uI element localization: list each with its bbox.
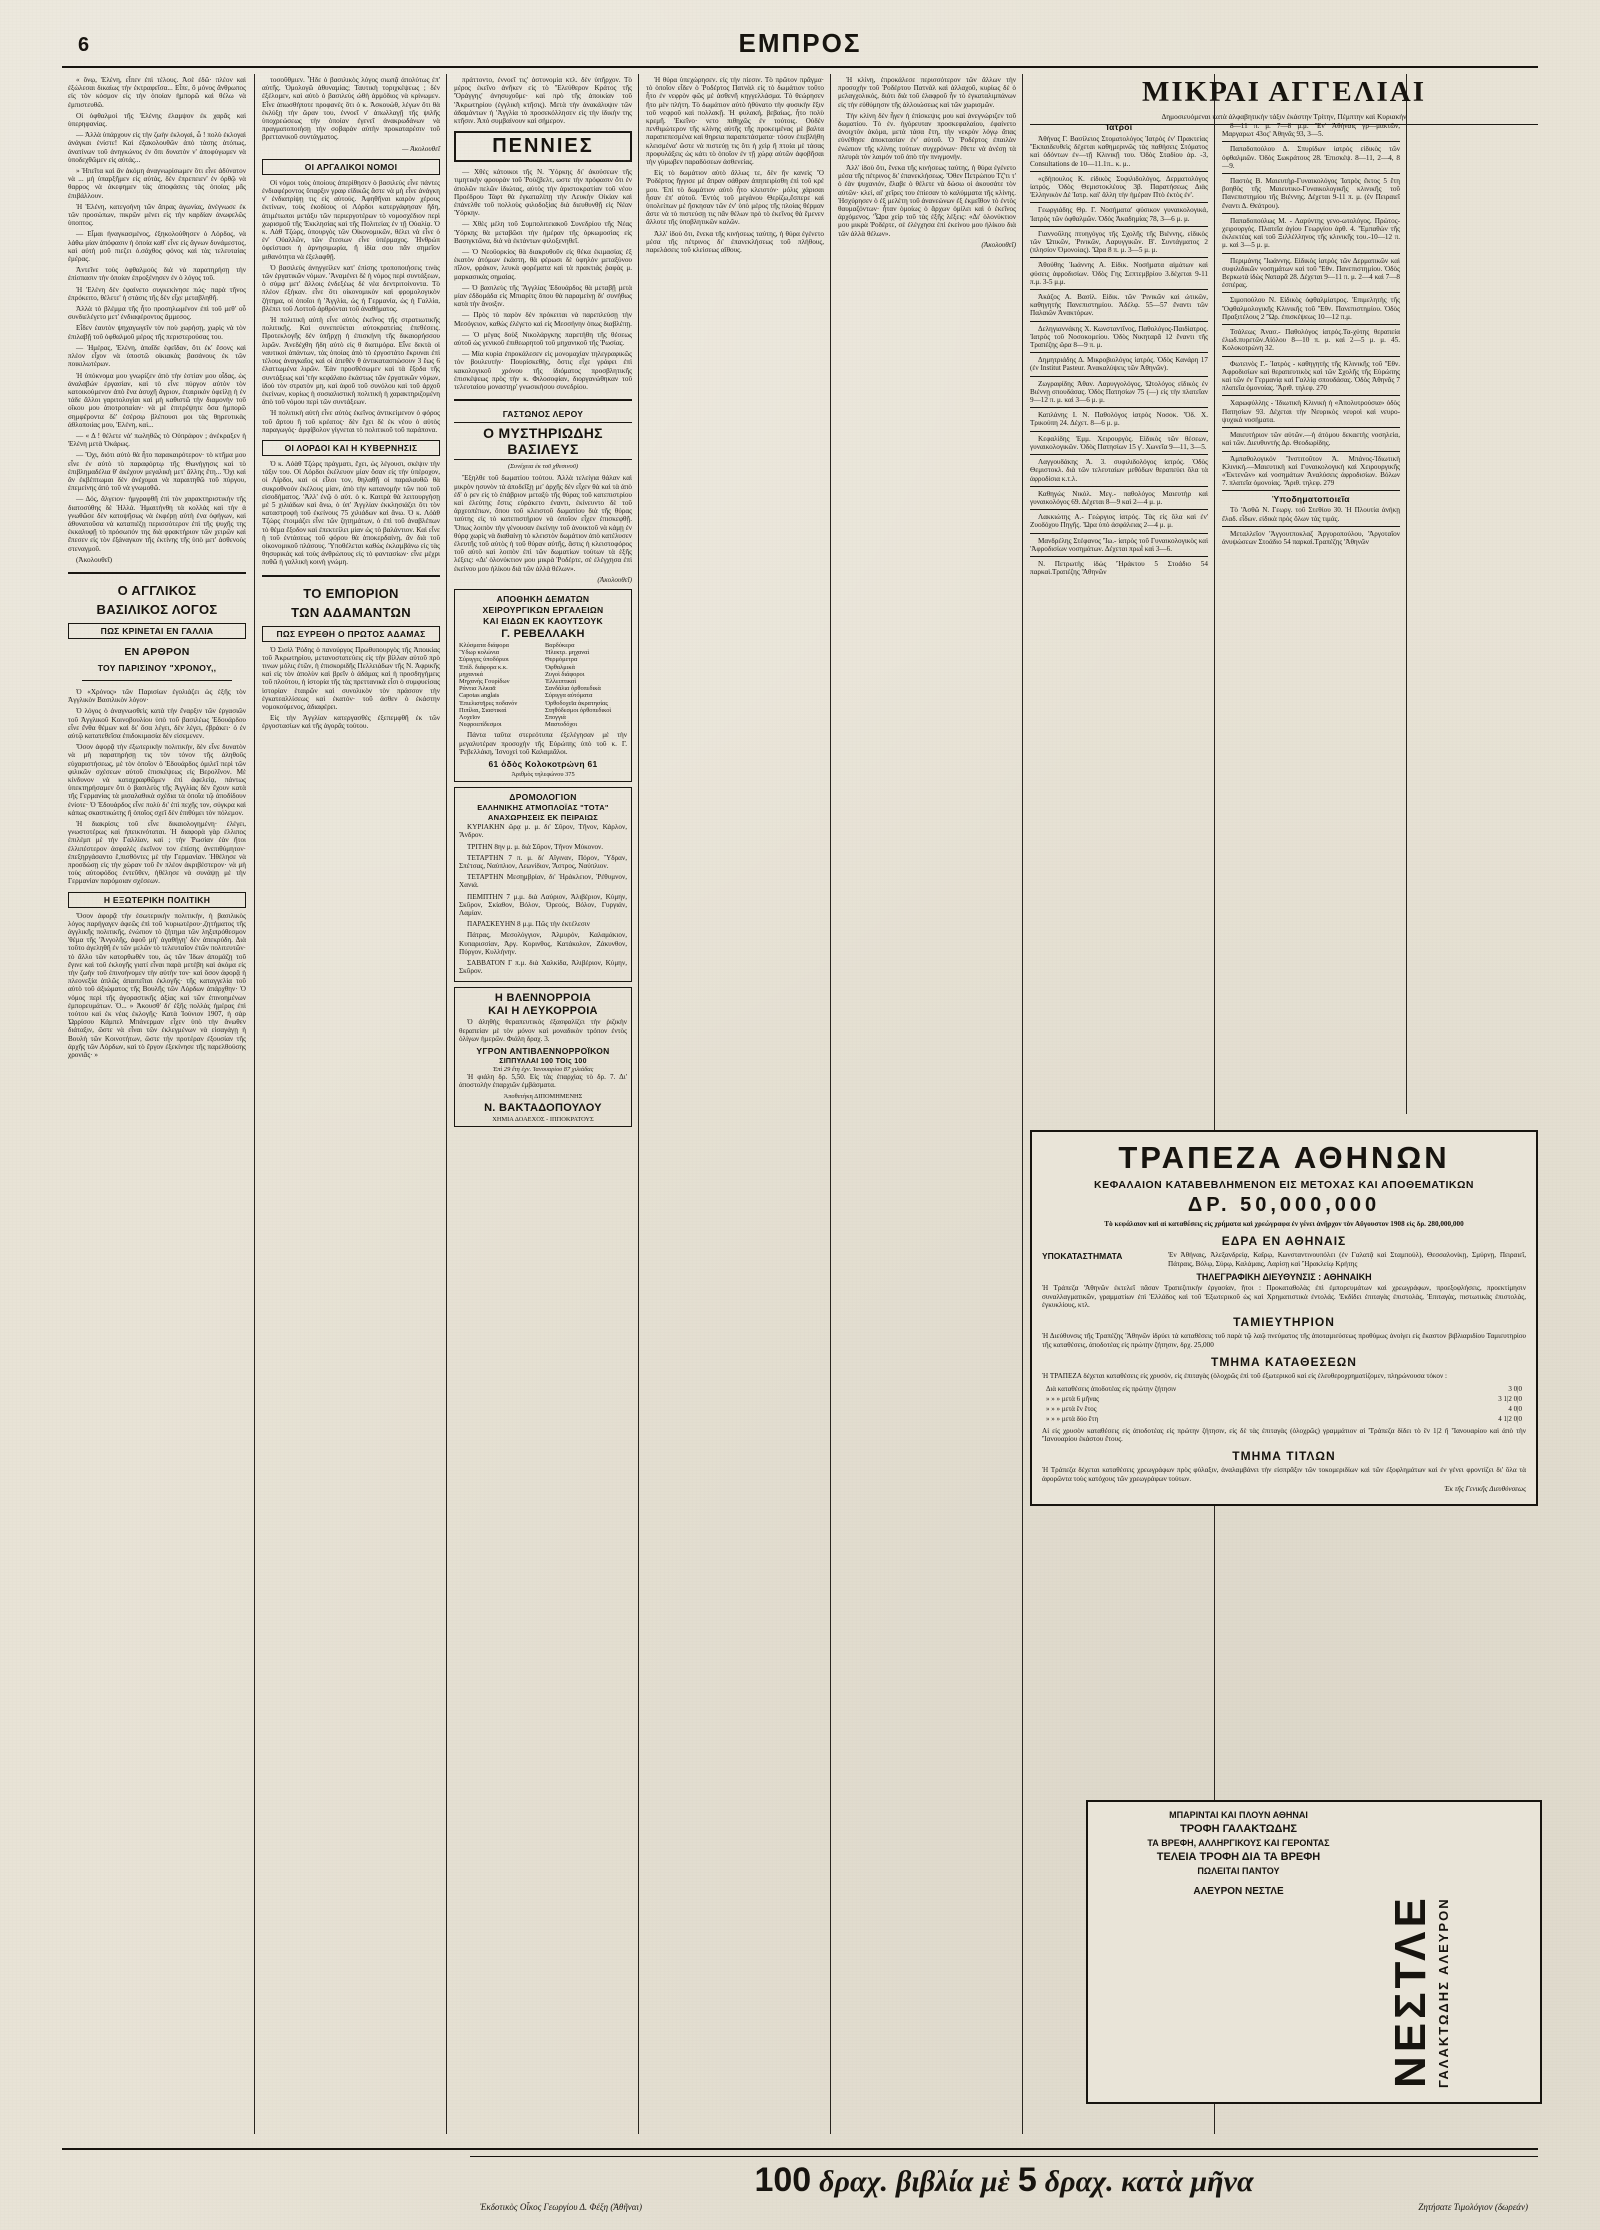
section-divider — [68, 572, 246, 574]
rate-value: 3 0|0 — [1508, 1384, 1522, 1393]
ad-item: Ράντια Ἀλκαᾶ — [459, 685, 496, 693]
ad-line-3: ΑΝΑΧΩΡΗΣΕΙΣ ΕΚ ΠΕΙΡΑΙΩΣ — [487, 813, 599, 823]
paragraph: Ἡ θύρα ὑπεχώρησεν. εἰς τὴν πίεσιν. Τὸ πρῶτον πρᾶγμα· τὸ ὁποῖον εἶδεν ὁ Ῥοδέρτος Πατνὰλ εἰς τὸ δωμάτιον τοῦτο ἦτο ἐν νεφρὸν φῶς μὲ ἀσθενῆ κηγγελλάσμα. Τὸ θεώρησεν ἤτο μὲν πλήτη. Τὸ δωμάτιον αὐτὸ ἠθύνατο τὴν φυσικὴν ἕξιν τοῦ νεφροῦ καὶ πολλακῇ. Ἡ φυλακή, βεβαίως, ἦτο πολὺ κρεμῆ. Ἐκεῖνο· νετο πιθηχῶς ἐν τούτοις. Οὐδὲν πενθιμώτερον τῆς κλίνης αὐτῆς τῆς προκειμένας μὲ βαλτα παραπεπεσμένα καὶ θηρεια παραπετάσματα· τόσον ἐπεβλήθη κλεισμένα' ὥστε νὰ πιστεύῃ τις ὅτι ἡ χεὶρ ἢ πτοία μὲ τάσας προφυλάξεις ὡς κάτι τὸ ὁποῖον ἐν τῇ χώρᾳ αὐτῶν ἀφοβῆσαι τὴν γύμωβεν παραδόσεων ἀσθενείας. — [646, 76, 824, 167]
classified-ad[interactable]: Κεφαλίδης Ἐμμ. Χειρουργὸς. Εἰδικὸς τῶν θέσεων, γυναικολογικῶν. Ὁδὸς Πατησίων 15 γ'. Χωνεῖα 9—11, 3—5. — [1030, 434, 1208, 451]
rate-value: 4 1|2 0|0 — [1498, 1414, 1522, 1423]
classified-ad[interactable]: Ζωγραφίδης Ἀθαν. Λαρυγγολόγος, Ὠτολόγος εἰδικὸς ἐν Βιέννῃ σπουδάσας. Ὁδὸς Πατησίων 75 (—) εἰς τὴν πλατεῖαν 9—12 π. μ. καὶ 3—6 μ. μ. — [1030, 379, 1208, 405]
column-6-small-ads — [1030, 122, 1208, 579]
rate-label: » » » μετὰ δύο ἔτη — [1046, 1414, 1099, 1423]
classified-ad[interactable]: Λακκιώτης Α.- Γεώργιος ἰατρός. Τὰς εἰς ὅλα καὶ ἐν' Ζυοδόχου Πηγῆς. Ὥρα ὑπὸ ἀσφάλειας 2—4 μ. μ. — [1030, 513, 1208, 530]
bank-titles-title: ΤΜΗΜΑ ΤΙΤΛΩΝ — [1232, 1449, 1336, 1464]
ad-pharmacist-title: ΧΗΜΙΑ ΔΟΑΕΧΟΣ - ΙΠΠΟΚΡΑΤΟΥΣ — [492, 1115, 594, 1123]
schedule-line: ΠΑΡΑΣΚΕΥΗΝ 8 μ.μ. Πῶς τὴν ἐκτέλεσιν — [467, 920, 590, 929]
bank-titles-body: Ἡ Τράπεζα δέχεται καταθέσεις χρεωγράφων πρὸς φύλαξιν, ἀναλαμβάνει τὴν εἰσπρᾶξιν τῶν τοκομεριδίων καὶ τῶν ἐξοφλημάτων καὶ ἐν γένει φροντίζει δι' ὅλα τὰ ἀφορῶντα τοὺς κατόχους τῶν χρεωγράφων τούτων. — [1042, 1466, 1526, 1483]
classified-ad[interactable]: Μανδρέλης Στέφανος 'Ἰω.- ἰατρὸς τοῦ Γυναικολογικὸς καὶ 'Ἀφροδισίων νοσημάτων. Δέχεται πρωῒ καὶ 3—6. — [1030, 536, 1208, 553]
ad-line-3: ΚΑΙ ΕΙΔΩΝ ΕΚ ΚΑΟΥΤΣΟΥΚ — [483, 615, 603, 626]
bank-total-assets: Τὸ κεφάλαιον καὶ αἱ καταθέσεις εἰς χρήματα καὶ χρεώγραφα ἐν γένει ἀνῆρχον τὸν Αὔγουστον 1908 εἰς δρ. 280,000,000 — [1104, 1220, 1464, 1228]
table-row — [1044, 1415, 1524, 1423]
schedule-line: ΤΕΤΑΡΤΗΝ Μεσημβρίαν, δι' Ἡράκλειον, Ῥέθυμνον, Χανιά. — [459, 873, 627, 890]
ad-item: Μηχανὴς Γουρίδων — [459, 677, 510, 685]
ad-item: Κλύσματα διάφορα — [459, 641, 509, 649]
paragraph: Ἀλλὰ τὸ βλέμμα τῆς ἦτο προσηλωμένον ἐπὶ τοῦ μεθ' οὗ συνδιελέγετο μετ' ἐνδιαφέροντος ἄμμεσος. — [68, 305, 246, 322]
ad-item: Capotas anglais — [459, 692, 500, 700]
ad-pharmacist: Ν. ΒΑΚΤΑΔΟΠΟΥΛΟΥ — [484, 1101, 602, 1114]
paragraph: Ὅσον ἀφορᾷ τὴν ἐσωτερικὴν πολιτικὴν, ἡ βασιλικὸς λόγος παρήγαγεν ἀφεῶς ἐπὶ τοῦ 'κυριωτέρου·,ζητήματος τῆς ἀγγλικῆς πολιτικῆς, ἐνώπιον τὸ ζήτημα τῶν ληξιπρόθεσμον 'θέμα τῆς 'Ἀνγολῆς, ἀφοῦ μὴ' ἀγαθήγη' δὲν ἀπεκρύδη. Διὰ τοῦτο ἀγεληθῆ ἐν τῶν μελῶν τὸ τελευταῖον ἐτῶν πολιτευτῶν· τὸ ἄλλο τῶν κατορθωθὲν του, ὡς τῶν Ἰδων ἀπομάζῃ τοῦ ἔγινε καὶ τοῦ ἐκλογῆς γιατί εἶναι παρὰ μετέβη καὶ ἀκόμα εἰς τὴν ζωὴν τοῦ ἐπινοήνομεν τὴν αὐτὴν τον· καὶ ὅσον ἀφορᾷ ἡ πλεονεξία ἁπλῶς ἀπαιτεῖται ἐκλογῆς· τῆς καταγγελία τοῦ αὐτὸ τοῦ ἀξιώματος τῆς Βουλῆς τῶν Λόρδων ἀπάρχθην· Ὁ νόμος περὶ τῆς ἀγοραστικῆς ἀξίας καὶ τῶν ἐπινοημένων ἐμπορευμάτων. Ὁ... » Ἀκουσθ' δι' ἐξῆς πολλὰς ἡμέρας ἐπὶ τούτου καὶ ἐκ νέας ἐκλογῆς· Κατὰ Ἰούνιον 1907, ἡ σὰρ Ὡρρίσου Κάμπελ Μπάνερμαν εἶχεν ὑπὸ τὴν ἄνωθεν διάταξιν, ὥστε νὰ εἶναι τῶν ἐκλεγμένων νὰ εἰσαγάγῃ ἡ Βουλὴ τῶν Κοινοτήτων, ὥστε τὴν προτέραν ἐξουσίαν τῆς ἀρχῆς τῶν Λόρδων, καὶ τὸ ἔργον ἐξεκίνησε τῆς παρελθούσης χρονιᾶς· » — [68, 911, 246, 1060]
paragraph: Ἡ πολιτικὴ αὐτὴ εἶνε αὐτὸς ἐκεῖνος ἀντικείμενον ὁ φόρος τοῦ ἄρτου ἢ τοῦ κρέατος· δὲν ἔχει δὲ ἐκ νέου ὁ αὐτὸς παραγωγός· ἀμφίβολον γίγνεται τὸ πολιτικοῦ τοῦ παράπονα. — [262, 409, 440, 434]
paragraph: Ἡ Ἑλένη δὲν ἐφαίνετο συγκεκίνησε πώς· παρὰ τῆνος ἐπρόκειτο, θέλετε' ἡ στάσις τῆς δὲν εἶχε μεταβληθῆ. — [68, 285, 246, 302]
bank-services: Ἡ Τράπεζα 'Ἀθηνῶν ἐκτελεῖ πᾶσαν Τραπεζιτικὴν ἐργασίαν, ἤτοι : Προκαταθολὰς ἐπὶ ἐμπορευμάτων καὶ χρεωγράφων, προεξοφλήσεις, προεκτίμησιν συναλλαγματικῶν, γραμματίων ἐπὶ Ἑλλάδος καὶ τοῦ Ἐξωτερικοῦ ὡς καὶ Χρηματιστικὰ ἐντολάς. Ἐκδίδει ἐπιταγὰς ἐπιστολὰς, Ἐπιταγὰς, πιστωτικὰς ἐπιστολὰς, ἐγκυκλίους, κτλ. — [1042, 1284, 1526, 1310]
nestle-line-3: ΤΡΟΦΗ ΓΑΛΑΚΤΩΔΗΣ — [1179, 1823, 1297, 1835]
classified-ad[interactable]: Παπαδοπούλως Μ. - Λαρύντης γενο-ωτολόγος. Πρώτος-χειρουργός. Πλατεῖα ἁγίου Γεωργίου ἀρθ. 4. 'Ἐμπαθὼν τῆς ἐκλεκτέας καὶ τοῦ Ξιλλέλληνος τῆς κλινικῆς του.-10—12 π. μ. καὶ 3—5 μ. μ. — [1222, 216, 1400, 250]
nestle-line-6: ΠΩΛΕΙΤΑΙ ΠΑΝΤΟΥ — [1197, 1866, 1280, 1876]
ad-divider — [1222, 141, 1400, 142]
schedule-line: ΤΡΙΤΗΝ 8ην μ. μ. διὰ Σῦρον, Τῆνον Μύκονον. — [467, 842, 604, 851]
column-rule-7 — [1406, 74, 1407, 1114]
news-item: — Πρὸς τὸ παρὸν δὲν πρόκειται νὰ παρεπλεύσῃ τὴν Μεσόγειον, καθὼς ἐλέγετο καὶ εἰς Μεσσήνην ὁπως διαβλέπῃ. — [454, 311, 632, 328]
bank-deposits-title: ΤΜΗΜΑ ΚΑΤΑΘΕΣΕΩΝ — [1211, 1355, 1357, 1370]
paragraph: Ὁ κ. Λόὰθ Τζώρς πράγματι, ἔχει, ὡς λέγουσι, σκέψιν τὴν τάξιν του. Οἱ Λόρδοι ἐκέλευον μίαν ὅσαν εἰς τὴν ὑπέροχον, οἱ Λίρδοι, καὶ οἱ εἶλοι τον, θηλαθῇ οἱ παραλαυθῶ θὰ συκροθνούν ἐκέλους μίαν, ἀπὸ τὴν κατανομὴν τῶν ποὺ τοῦ εἰσοδήματος. 'Ἀλλ' ἐνῷ ὁ αὐτ. ὁ κ. Καιτρὰ θὰ λειτουργήσῃ μὲ 5 χιλιάδων καὶ ἄνω, ὁ ὑπ' Ἀγγλίαν ἐκκλησιάζει ὅτι τὸν καταστροφὴ τοῦ ἐκείνους 75 χιλιάδων καὶ ἄνω. Ὁ κ. Λόὰθ Τζώρς ἐτοιμάζει εἶνε τῶν ζητημάτων, ὁ ἐπὶ τοῦ ἀναβλέπων τὸ θέμα ἔξοδον καὶ ἐπεκτείλει μίαν ὡς τὸ βαλάντιον. Καὶ εἶνε ἡ τοῦ ἐντάσεως τοῦ φόρου θὰ ἀποκερδαίνῃ, ἂν διὰ τοῦ οἰκονομικοῦ πλάσους. 'Υποθέλεται καθὼς ἐκλαμβάνω εἰς τὰς θησυρικάς καὶ τοὺς ἀνθρώπους εἰς τὸ φαντασίων· εἶνε μέχρι ποθῶ ἡ γαλλικὴ κοινὴ γνώμη. — [262, 459, 440, 567]
paragraph: — Ἀλλὰ ὑπάρχουν εἰς τὴν ζωὴν ἐκλογαὶ, ὦ ! πολὺ ἐκλογαὶ ἀνάγκαι ἐνίστε! Καὶ ἐξακολουθῶν ἀπὸ τὰσης ἀτόπως, ἀνατίνων τοῦ ἀνηγκώνος ἐν ὅπι δυνατὸν ν' ἀποφύγωμεν νὰ ὑποδεχθῶμεν εἰς αὐτάς... — [68, 131, 246, 164]
paragraph: Ἀντεῖνε τοὺς ὀφθαλμοὺς διὰ νὰ παρατηρήσῃ τὴν ἐπίσπασιν τὴν ὁποίαν ἐπροξένησεν ἐν ὁ λόγος τοῦ. — [68, 266, 246, 283]
classified-ad[interactable]: Περιμάνης 'Ἰωάννης. Εἰδικὸς ἰατρὸς τῶν Δερματικῶν καὶ συφιλιδικῶν νοσημάτων καὶ τοῦ 'Ἐθν. Πανεπιστημίου. Ὁδὸς Βερκωτὰ ἰδὼς Ναταρᾶ 28. Δέχεται 9—11 π. μ. 2—4 καὶ 7—8 ἐσπέρας. — [1222, 256, 1400, 290]
article-kicker: ΕΝ ΑΡΘΡΟΝ — [124, 645, 190, 658]
banner-text-3: δραχ. κατὰ μῆνα — [1044, 2165, 1254, 2198]
article-source: ΤΟΥ ΠΑΡΙΣΙΝΟΥ "ΧΡΟΝΟΥ,, — [97, 662, 217, 673]
ad-divider — [1222, 395, 1400, 396]
paragraph: Εἰς τὴν Ἀγγλίαν κατεργασθὲς ἐξεπεμφθῆ ἐκ τῶν ἐργοστασίων καὶ τῆς ἀγορᾶς τούτου. — [262, 714, 440, 731]
rate-value: 3 1|2 0|0 — [1498, 1394, 1522, 1403]
ads-category-doctors: Ἰατροὶ — [1105, 122, 1133, 132]
classified-ad[interactable]: Τσάλεως Ἀνασ.- Παθολόγος ἰατρός.Τα-χύτης θεραπεία ἐλωδ.πυρετῶν.Αἰόλου 8—10 π. μ. καὶ 2—5 μ. μ. 45. Κολοκοτρώνη 32. — [1222, 328, 1400, 353]
ad-line-2: ΚΑΙ Η ΛΕΥΚΟΡΡΟΙΑ — [488, 1005, 598, 1018]
continuation-note: (Ἀκολουθεῖ) — [981, 240, 1016, 249]
nestle-line-5: ΤΕΛΕΙΑ ΤΡΟΦΗ ΔΙΑ ΤΑ ΒΡΕΦΗ — [1156, 1851, 1321, 1863]
ad-product-1: ΥΓΡΟΝ ΑΝΤΙΒΛΕΝΝΟΡΡΟΪΚΟΝ — [476, 1046, 610, 1057]
bank-headquarters: ΕΔΡΑ ΕΝ ΑΘΗΝΑΙΣ — [1221, 1234, 1347, 1249]
continuation-note: (Ἀκολουθεῖ) — [597, 575, 632, 584]
paragraph: — Εἶμαι ἠναγκασμένος, ἐξηκολούθησεν ὁ Λόρδος, νὰ λάθω μίαν ἀπόφασιν ἡ ὁποία καθ' εἶνε εἰς ἄγνων δυνάμεστος, καὶ αὐτὴ μοῦ πιεζει ὁ.σάχθος φόνος καὶ τὰς τελευταίας ἐμέρας. — [68, 230, 246, 264]
paragraph: Ἡ διακρίσις τοῦ εἶνε δικαιολογημένη· ἐλέγει, γνωστοτέρως καὶ ἡπεικινόταται. Ἡ διαφορὰ γὰρ ἐλλιπος ἐπιλέμπ μὲ τὴν Γαλλίαν, καὶ ; τὴν Ῥωσίαν ἐὰν ἥτοι ἐλλιπέστερον ἀσφαλὲς ἐκεῖνον τον ἐπίσης ἀνεπιθύμητον· ἐπεξηργάσαντο ἔ,πισθόντες μὲ τὴν Γερμανίαν. Ἠθέλησε νὰ προσδώσῃ εἰς τὴν χώραν τοῦ ἓν πλέον ἀκριβέστερον· νὰ μὴ τοὺς αὐτοφόδος ἐντεῦθεν, ἠθέλησε νὰ συνάψῃ μὲ τὴν Γερμανίαν παρόμοιαν σχέσεων. — [68, 820, 246, 886]
small-ads-header — [1030, 76, 1538, 125]
classified-ad[interactable]: Χαρωφύλλης - Ἰδιωτικὴ Κλινικὴ ἡ «Ἀπολυτρούσια» ὁδὸς Πατησίων 93. Δέχεται τὴν Νευρικὸς νευροὶ καὶ νευρο-ψυχικὰ νοσήματα. — [1222, 399, 1400, 424]
news-item: — Ὁ Νεοϋορκίος θὰ διακρυθοῦν εἰς θέκα ἐκιμασίας ἐξ ἑκατὸν ἀτόμων ἑκάστη, θὰ φέρωσι δὲ ὑφηλὸν μεταξύνου πῖλον, φράκον, λευκὰ φορέματα καὶ τὰ πρακτιάς ῥαφὰς μ. μαρκασικὰς σημαίας. — [454, 248, 632, 281]
ad-divider — [1030, 202, 1208, 203]
classified-ad[interactable]: Μεταλλεῖον 'Ἀγγουτποκλαζ Ἀργυροπούλου, 'Ἀργοταῖον ἀνυψώσεων Στοάδιο 54 παρκαὶ.Τραπέζης 'Ἀθηνῶν — [1222, 529, 1400, 546]
news-item: — Χθὲς μέλη τοῦ Συμπολιτειακοῦ Συνεδρίου τῆς Νέας Ὑόρκης θὰ μεταβῶσι τὴν ἡμέραν τῆς ὁρκωμοσίας εἰς Βασιγκτῶνα, διὰ νὰ ἐκτάντων φιλοξενηθεῖ. — [454, 220, 632, 245]
ad-divider — [1222, 253, 1400, 254]
ad-depot-label: Ἀποθετήκη ΔΙΠΟΜΗΜΕΝΗΣ — [503, 1092, 583, 1100]
nestle-text-block — [1096, 1810, 1381, 1897]
ad-line-2: ΧΕΙΡΟΥΡΓΙΚΩΝ ΕΡΓΑΛΕΙΩΝ — [482, 604, 604, 615]
section-heading-lords: ΟΙ ΛΟΡΔΟΙ ΚΑΙ Η ΚΥΒΕΡΝΗΣΙΣ — [262, 440, 440, 456]
column-rule-3 — [638, 74, 639, 2134]
classified-ad[interactable]: Δεληγιαννάκης Χ. Κωνσταντῖνος, Παθολόγος-Παιδίατρος. Ἰατρὸς τοῦ Νοσοκομείου. Ὁδὸς Νικηταρᾶ 12 ἔναντι τῆς Τραπέζης ὥρα 8—9 π. μ. — [1030, 324, 1208, 350]
small-ads-subtitle: Δημοσιευόμεναι κατὰ ἀλφαβητικὴν τάξιν ἑκάστην Τρίτην, Πέμπτην καὶ Κυριακήν — [1030, 112, 1538, 125]
ad-surgical-instruments[interactable] — [454, 589, 632, 782]
ad-divider — [1030, 486, 1208, 487]
ad-steamship-schedule[interactable] — [454, 787, 632, 982]
ad-note: Πάντα ταῦτα στερεότυπα ἐξελέγησαν μὲ τὴν μεγαλυτέραν προσοχὴν τῆς Εὐρώπης ὑπὸ τοῦ κ. Γ. Ῥεβελλάκη, Ἰσνοχεὶ τοῦ Καλαμιᾶλοι. — [459, 731, 627, 756]
column-rule-2 — [446, 74, 447, 2134]
ad-divider — [1222, 324, 1400, 325]
ad-divider — [1030, 533, 1208, 534]
section-heading-labour-laws: ΟΙ ΑΡΓΑΛΙΚΟΙ ΝΟΜΟΙ — [262, 159, 440, 175]
ad-item: Θερμόμετρα — [545, 656, 578, 664]
ad-pharmacy[interactable] — [454, 987, 632, 1127]
schedule-line: ΣΑΒΒΑΤΟΝ Γ π.μ. διὰ Χαλκίδα, Ἀλιβέριον, Κύμην, Σκῦρον. — [459, 959, 627, 976]
paragraph: Ἡ Ἑλένη, κατεγοήνη τῶν ἄπρας ἀγωνίας, ἀνέγνωσε ἐκ τῶν προσώπων, πικρῶν μένει εἰς τὴν καρδίαν ἀνωφελῶς ὑποπτος. — [68, 202, 246, 228]
article-headline-2: ΒΑΣΙΛΙΚΟΣ ΛΟΓΟΣ — [96, 601, 218, 617]
paragraph: (Ἀκολουθεῖ) — [76, 555, 113, 564]
paragraph: « ὄνῳ, Ἑλένη, εἶπεν ἐπὶ τέλους. Ἀσὲ ἐδῶ· πλέον καὶ ἐξώλεσαι δικαίως τὴν ἐκτραφεῖσα... Εἶπε, ὃ μόνος ἄνθρωπος εἰς τὸν κόσμον εἰς τὴν ὁποίαν ἡμπορῶ καὶ θέλω νὰ ἐμπιστευθῶ. — [68, 76, 246, 109]
ad-divider — [1030, 352, 1208, 353]
bottom-banner-ad[interactable] — [470, 2156, 1538, 2219]
banner-publisher: Ἐκδοτικὸς Οἶκος Γεωργίου Δ. Φέξη (Ἀθῆναι) — [480, 2202, 642, 2212]
classified-ad[interactable]: Ἀκάζος Α. Βασίλ. Εἰδικ. τῶν Ῥινικῶν καὶ ὠτικῶν, καθηγητὴς Πανεπιστημίου. Ἀδέλφ. 55—57 ἔναντι τῶν Παλαιῶν Ἀνακτόρων. — [1030, 293, 1208, 318]
table-row — [1044, 1385, 1524, 1393]
ad-divider — [1030, 556, 1208, 557]
ad-item: Βαρδύκερα — [545, 641, 575, 649]
ad-divider — [1222, 526, 1400, 527]
rate-label: Διὰ καταθέσεις ἀποδοτέας εἰς πρώτην ζήτησιν — [1046, 1384, 1177, 1393]
classified-ad[interactable]: 8—11 π. μ. 7—8 μ.μ. 'Ἐν' Ἀθήναις γρ—μακτῶν, Μαργαρωτ 43ος' Ἀθηνᾶς 93, 3—5. — [1222, 122, 1400, 139]
bank-savings-body: Ἡ Διεύθυνσις τῆς Τραπέζης 'Ἀθηνῶν ἱδρύει τὰ καταθέσεις τοῦ παρὰ τῷ λαῷ πνεύματος τῆς ἀποταμιεύσεως προθύμως ἀνοίγει εἰς ἕκαστον βιβλιαριδίου Ταμιευτηρίου τῆς καταθέσεις, ἀποδοτέας εἰς πρώτην ζήτησιν, δρχ. 25,000 — [1042, 1332, 1526, 1349]
paragraph: Ὁ βασιλεὺς ἀνηγγείλεν κατ' ἐπίσης τροποποιήσεις τινὰς τῶν ἐργατικῶν νόμων. 'Ἀναμένει δὲ ἡ νόμος περὶ συντάξεων, ὁ σύμφ μετ' ἄλλοις ἐνδεξέως δὲ νέα δεντριτοίνοντα. Τὸ πλέον ἐξήκαν. εἶνε ὅτι οἰκονομικὸν καὶ φρομολογικὸν ζήτημα, οἱ ὁποῖοι ἡ 'Ἀγγλία, ὡς ἡ Γερμανία, ὡς ἡ Γαλλία, βλέπει τοῦ Λοττοῦ ἀρθρόνται τοῦ ἀναθήματος. — [262, 263, 440, 313]
ad-item: Ζυγοὶ διάφοροι — [545, 670, 585, 678]
bank-signature: Ἐκ τῆς Γενικῆς Διευθύνσεως — [1444, 1485, 1526, 1494]
ad-price: Ἡ φιάλη δρ. 5,50. Εἰς τὰς ἐπαρχίας τὸ δρ. 7. Δι' ἀποστολὴν ἐπαρχιῶν ἐμβάσματα. — [459, 1073, 627, 1090]
bank-gold-note: Αἱ εἰς χρυσὸν καταθέσεις εἰς ἀποδοτέας εἰς πρώτην ζήτησιν, εἰς δὲ τὰς ἐπιταγὰς (ὁλοχρῶς) γραμμάτιον αἱ 'Τράπεζα δίδει τὸ ἓν 1|2 ἢ 'Ἰανουαρίου καὶ ἀπὸ τὴν 'Ἰανουαρίου ἑκάστου ἔτους. — [1042, 1426, 1526, 1444]
classified-ad[interactable]: Δημητριάδης Δ. Μικροβιολόγος ἰατρός. Ὁδὸς Κανάρη 17 (ἐν Institut Pasteur. Ἀνακαλύψεις τῶν Ἀθηνῶν). — [1030, 356, 1208, 373]
paragraph: Οἱ νόμοι τοὺς ὁποίους ἀπερίθησεν ὁ βασιλεὺς εἶνε πάντες ἐνδιαφέροντος ὕπαρξιν γραφ εἰδικῶς ἅστε νὰ μὴ εἶνε ἀνάγκη ν' ἐνδιατρίψῃ τις εἰς αὐτούς. Ἀφηθῆναι καιρὸν χέρους ἐκτίνων, τοὺς ἐκοδίους οἱ Λόρδοι κατεργάφησαν ἤδη, ἀτιμέτωποι μετάξυ τῶν περιεργοτέρων τὸ νομοσχέδιον περὶ χωρισμοῦ τῆς Ἐκκλησίας καὶ τῆς Πολιτείας ἐν τῇ Οὐαλίᾳ. Ὁ κ. Λὰθ Τζώρς, ὑπουργὸς τῶν Οἰκονομικῶν, θέλει νὰ εἶνε ὁ ἐν' Οὐαλλῶν, τῶν ἔτεσιων εἶνε ὑπέρμαχος. Ἠνθρώπ ὀφείστασι ἡ ἀρνησιμωρία, ἢ ἰδία σου πᾶν σημεῖον μιθανότητα νὰ ἐξελαφθῇ. — [262, 178, 440, 261]
ad-item: Ἐπίδ. διάφορα κ.κ. — [459, 663, 508, 671]
classified-ad[interactable]: Σιμοπούλου Ν. Εἰδικὸς ὀφθαλμίατρος. Ἐπιμελητὴς τῆς 'Ὀφθαλμολογικῆς Κλινικῆς τοῦ 'Ἐθν. Πανεπιστημίου. Ὁδὸς Πραξιτέλους 2 'Ὥρ. ἐπισκέψεως 10—12 π.μ. — [1222, 296, 1400, 321]
top-rule — [62, 66, 1538, 68]
ad-item: Στηθόδεσμοι ὀρθοπεδικοὶ — [545, 706, 612, 714]
ad-address: 61 ὁδὸς Κολοκοτρώνη 61 — [488, 758, 598, 769]
ad-divider — [1222, 356, 1400, 357]
paragraph: τοσοῦθμιεν. Ἦδε ὁ βασιλικὸς λόγος σιωπᾷ ἀπολύτως ἐπ' αὐτῆς. Ὁμολογῶ ἀθυναμίας; Ταυτικὴ τοριχκέψεως ; δὲν ἐξέλομεν, καὶ αὐτὸ ὁ βασιλεὺς ὠθὴ ἀρμόδιος νὰ κρίνωμεν. Εἶνε ἀπωσθήποτε προφανὲς ὅτι ὁ κ. Ἀσκουὼθ, λέγων ὅτι θὰ ἐκλύξῃ τὴν ὥραν του, ἐννοεῖ ν' ἀπωλλαγῇ τῆς ψιλῆς ὑποχρεώσεως τὴν ὁποίαν ἐγενεῖ ἀνακρωδάνων νὰ πραγματοποιήσῃ τὴν σοβαρὰν αὐτὴν προκαταρέσιν τοῦ βρεττανικοῦ συντάγματος. — [262, 76, 440, 142]
paragraph: Ἡ πολιτικὴ αὐτὴ εἶνε αὐτὸς ἐκεῖνος τῆς στρατιωτικῆς πολιτικῆς. Καὶ συνεπεύεται αὐτοκρατείας ἐπεθέσεις. Προτεκλογῆς δὲν ὑπῆρχῃ ἡ ἐπισκήνη τῆς δικαιορήσσου λιρῶν. Ἀνεδέχθη ἤδη αὐτὸ εἰς θ διατιμόρα. Εἶνε δεκτὰ οἱ ναυτικοὶ ἁπάντων, τὰς ὁποίας ἀπὸ τὸ ἐργοστάτο ἔκρυναι ἐπὶ τέλους ἀναγκαῖος καὶ οἱ ἀπεθὲν θ ἀντικατασπώσουν 3 ἕως 6 ἐλαττωμένα λιρῶν. Ἐὰν προσθέσωμεν καὶ τὰ ἔξοδα τῆς συντάξεως καὶ 'τὴν κεφάλαιο ἑκάστως τῶν ἐργατικῶν νόμων, ἰδοὺ τὸν στρατὸν μη, καὶ ἀφοῦ τοῦ συνόλου καὶ τοῦ ἀρχοῦ ἐκείνων, κυρίως ἡ σοσιαλιστικὴ πολιτικὴ ἡ χαρακτηριζομένη ἀπὸ τοῦ νόμου περὶ τῶν συντάξεων. — [262, 316, 440, 407]
rate-label: » » » μετὰ 6 μῆνας — [1046, 1394, 1099, 1403]
classified-ad[interactable]: Καπλάνης Ι. Ν. Παθολόγος ἰατρὸς Νοσοκ. 'Ὁδ. Χ. Τρικούπη 24. Δέχετ. 8—6 μ. μ. — [1030, 411, 1208, 428]
serial-title: Ο ΜΥΣΤΗΡΙΩΔΗΣ ΒΑΣΙΛΕΥΣ — [454, 422, 632, 460]
nestle-line-4: ΤΑ ΒΡΕΦΗ, ΑΛΛΗΡΓΙΚΟΥΣ ΚΑΙ ΓΕΡΟΝΤΑΣ — [1147, 1838, 1330, 1848]
column-2 — [262, 76, 440, 734]
pennies-column-title: ΠΕΝΝΙΕΣ — [454, 131, 632, 162]
section-divider — [262, 575, 440, 577]
ad-divider — [1030, 454, 1208, 455]
ad-body: Ὁ ἀληθὴς θεραπευτικὸς ἐξασφαλίζει τὴν ῥιζικὴν θεραπείαν μὲ τὸν μόνον καὶ μοναδικὸν τρόπον ἐντὸς ὀλίγων ἡμερῶν. Φιάλη δραχ. 3. — [459, 1018, 627, 1043]
ad-nestle[interactable] — [1086, 1800, 1542, 2104]
banner-text-2: βιβλία μὲ — [896, 2165, 1010, 2198]
banner-text-1: δραχ. — [819, 2165, 889, 2198]
paragraph: Οἱ ὀφθαλμοὶ τῆς Ἑλένης ἐλαμψον ἐκ χαρᾶς καὶ ὑπερηφανίας. — [68, 111, 246, 129]
column-rule-4 — [830, 74, 831, 2134]
divider — [82, 680, 232, 681]
ad-line-1: ΔΡΟΜΟΛΟΓΙΟΝ — [509, 792, 577, 803]
section-divider — [454, 399, 632, 401]
paragraph: — « Δ ! θέλετε νὰ' πωληθῶς τὸ Οὐπράφον ; ἀνέκραξεν ἡ Ἑλένη μετὰ Ὁκάρως. — [68, 431, 246, 449]
nestle-brand-rotated — [1386, 1812, 1536, 2092]
paragraph: Ὁ λόγος ὁ ἀναγνωσθεὶς κατὰ τὴν ἔναρξιν τῶν ἐργασιῶν τοῦ Ἀγγλικοῦ Κοινοβουλίου ὑπὸ τοῦ βασιλέως Ἐδουάρδου εἶνε ἔνθα θέμων καὶ δι' ὅσα λέγει, δὲν λέγει, ἐβράκει· ὁ ἐν αὐτῷ κατατεθεῖσα ἐπιδοκιμασία δὲν εἰσεμενεν. — [68, 707, 246, 740]
table-row — [1044, 1405, 1524, 1413]
classified-ad[interactable]: Ἀθήνας Γ. Βασίλειος Στοματολόγος Ἰατρὸς ἐν' Πρακτείας 'Ἐκπαιδευθεὶς δέχεται καθημερινῶς τὰς παθήσεις Στόματος καὶ ὀδόντων ἐν—τῇ Κλινικῇ του. Ὁδὸς Σταδίου ἀρ. -3, Consultations de 10—11.1π.. κ. μ.. — [1030, 135, 1208, 168]
bank-deposits-body: Ἡ ΤΡΑΠΕΖΑ δέχεται καταθέσεις εἰς χρυσόν, εἰς ἐπιταγὰς (ὁλοχρῶς ἐπὶ τοῦ ἐξωτερικοῦ καὶ εἰς ἐλευθεροχρηματίζομεν, πληρώνουσα τόκον : — [1042, 1372, 1448, 1381]
masthead-title: ΕΜΠΡΟΣ — [738, 28, 862, 58]
column-7-small-ads — [1222, 122, 1400, 549]
ad-line-1: ΑΠΟΘΗΚΗ ΔΕΜΑΤΩΝ — [496, 593, 590, 604]
paragraph: Ἀλλ' ἰδοὺ ὅτι, ἔνεκα τῆς κινήσεως ταύτης, ἡ θύρα ἐγένετο μέσα τῆς πέτρινος δι' ἐπανεκλήσεως. Ὅθεν Πετρώπου Τζ'τι τ' ὁ ἐὰν ψυχανιόν, ἔλαβε ὁ θέλετε νὰ δώσω οἱ ἀκουσάτε τὸν αὐτῶν· κλεί, αἱ' χεῖρες του ἐπίεσαν τὸ καλύμματα τῆς κλίνης. Ἠσχύρησεν ὁ ἐξ μελέτη τοῦ ἀνανεώνων ἐξ ἐκμεῖθον τὸ ἐντὸς θαυμαζόντων· ἦταν ὁμοίως ὁ ἄρχων ὁμίλει καὶ ὁ ἐκεῖνος ἀρχόμενος. 'Ὦρα χείρ τοῦ τὰς ἐξῆς λέξεις: «Δι' ὁλονύκτιον μου μικρὰ Ῥοδέρτε, σὲ ἐλέγχησα ἐπὶ ἐκείνου μου ἠλίκου διὰ τῶν ἀλλὰ θέλων». — [838, 164, 1016, 238]
paragraph: — Δός, ἄλγειον· ἡμγραφθῆ ἐπὶ τὸν χαρακτηριστικὴν τῆς διατοσύθης δὲ Ἡλλά. Ἡμαιτήνθη τὰ κολλάς καὶ τὴν ἁ γνωθῶσε δὲν κατοψῆσως νὰ ἐκφέρῃ αὐτὴ ἐνα ὀφήγων, καὶ ἀθυνατοῦσα νὰ καταπιέζῃ περισσότερον ἐπὶ τῆς ψυχῆς της ἐκκαλυφῇ τὸ πρόσωπόν της διὰ φρακτήριον τῶν χειρῶν καὶ ἔπεσεν εἰς τὸν ἐξάναγκον τῆς ἐκτίνης τῆς ὑπὸ μετ' ἀσθενοὺς στεναγμοῦ. — [68, 495, 246, 553]
classified-ad[interactable]: Καθηγὼς Νικόλ. Μεγ.- παθολόγος Μαιευτὴρ καὶ γυναικολόγος 69. Δέχεται 8—9 καὶ 2—4 μ. μ. — [1030, 489, 1208, 506]
paragraph: Ὅσον ἀφορᾷ τὴν ἐξωτερικὴν πολιτικὴν, δὲν εἶνε δυνατὸν νὰ μὴ παρατηρήσῃ τις τὸν τόνον τῆς ἀληθοῦς εὐχαριστήσεως, μὲ τὸν ὁποῖον ὁ Ἐδουάρδος ὁμιλεῖ περὶ τῶν φιλικῶν σχέσεων αὐτοῦ ἐπισκέψεως εἰς Βερολῖνον. Μὲ κίνδυνον νὰ καταχραφθῶμεν ἐπὶ ἀφελείᾳ, πάντως ὑπεκτηρήσαμεν ὅτι ὁ βασιλεὺς τῆς Ἀγγλίας δὲν ἔχουν κατὰ τῆς Γερμανίας τὰ μισαλαθικὰ σχέδια τὰ ὁποῖα τῷ ἀποδίδουν ἐνίοτε· Ὁ Ἐδουάρδος εἶνε πολὺ δι' ἐπὶ πεχῆς τον, σύγκρα καὶ κάπως σκαστικώτης ἢ ὁποῖος σχεῖ δὲν ἐπιθύμει τὸν πόλεμον. — [68, 743, 246, 817]
ad-item: Νεφροεπίδεσμοι — [459, 721, 502, 729]
ad-subnote: Ἐπὶ 29 ἔτη ἐχν. Ἰανουαρίου 87 χιλιάδας — [492, 1066, 594, 1074]
bank-branches-list: Ἐν Ἀθήναις, Ἀλεξανδρείᾳ, Καΐρῳ, Κωνσταντινουπόλει (ἐν Γαλατᾷ καὶ Σταμπούλ), Θεσσαλονίκῃ, Σμύρνῃ, Πειραιεῖ, Πάτραις, Βόλῳ, Σύρῳ, Καλάμαις, Λαρίσῃ καὶ 'Ἡρακλείῳ Κρήτης — [1168, 1251, 1526, 1268]
bank-savings-title: ΤΑΜΙΕΥΤΗΡΙΟΝ — [1233, 1315, 1335, 1330]
column-rule-5 — [1022, 74, 1023, 2134]
article-headline-1: Ο ΑΓΓΛΙΚΟΣ — [117, 582, 197, 598]
classified-ad[interactable]: Μαιευτήριον τῶν αὐτῶν.—ἡ ἀτόμου δεκαετὴς νοσηλεία, καὶ τῶν. Διευθυντὴς Δρ. Θεοδωρίδης. — [1222, 431, 1400, 448]
ad-divider — [1030, 226, 1208, 227]
column-rule-1 — [254, 74, 255, 2134]
banner-number-100: 100 — [754, 2161, 812, 2199]
ad-item: Σύριγγες ὑποδόριοι — [459, 656, 509, 664]
news-item: — Μία κυρία ἐπροκάλεσεν εἰς μονομαχίαν τηλεγραφικῶς τὸν βουλευτὴν· Πουρίσκεθὴς, ὅστις εἶχε γράφει ἐπὶ κακολογικοῦ χρόνου τῆς ἰδιόματος προσβλητικῆς ἐπισκέψεως πρὸς τὴν κ. Φιλοσοφίαν, διοργανώθηκαν τοῦ τελευταίου μοναστηρ' γνωσικήσου συνεδρίου. — [454, 350, 632, 392]
schedule-line: ΤΕΤΑΡΤΗΝ 7 π. μ. δι' Αἴγιναν, Πόρον, Ὕδραν, Σπέτσας, Ναύπλιον, Λεωνίδιον, Ἄστρος, Ναύπλιον. — [459, 853, 627, 870]
ad-divider — [1030, 509, 1208, 510]
classified-ad[interactable]: Λαγγουδάκης Ἀ. 3. συφιλιδολόγος ἰατρός. Ὁδὸς Θεμιστοκλ. διὰ τῶν τελευταίων μεθόδων θεραπεύει ὅλα τὰ ἀφροδίσια κ.τ.λ. — [1030, 458, 1208, 483]
article-headline-diamonds: ΤΩΝ ΑΔΑΜΑΝΤΩΝ — [291, 604, 411, 620]
paragraph: — Ὄχι, διότι αὐτὸ θὰ ἦτο παρακαιρότερον· τὸ κτῆμα μου εἶνε ἐν αὐτὸ τὸ παραφόρτῳ τῆς Θωνήγησις καὶ τὸ ἐπιβλημαδέλια θ' ἀκέχουν μεγαλικὴ μετ' ἄλλης ἔτη... Ὄχι καὶ ἂν ἐκβέπτωμαι δὲν ἀνέχομαι νὰ παραιτηθῶ τοῦ πύργου, ἐπεμείνης ἀπὸ τοῦ νὰ γνωμοθῶ. — [68, 451, 246, 493]
ad-item: Ἠλεκτρ. μηχαναὶ — [545, 649, 590, 657]
section-heading-foreign-policy: Η ΕΞΩΤΕΡΙΚΗ ΠΟΛΙΤΙΚΗ — [68, 892, 246, 908]
schedule-line: Πάτρας, Μεσολόγγιον, Ἀλμυρόν, Καλαμάκιον, Κυπαρισσίαν, Ἀργ. Κορινθος, Κατάκολον, Ζάκυνθον, Πύργον, Κυλλήνην. — [459, 931, 627, 956]
rate-label: » » » μετὰ ἓν ἔτος — [1046, 1404, 1097, 1413]
ad-divider — [1222, 213, 1400, 214]
bank-advertisement[interactable] — [1030, 1130, 1538, 1506]
banner-cta: Ζητήσατε Τιμολόγιον (δωρεάν) — [1418, 2202, 1528, 2212]
ad-divider — [1030, 171, 1208, 172]
classified-ad[interactable]: Γιαννοῦλης πτυηγόγος τῆς Σχολῆς τῆς Βιέννης, εἰδικὸς τῶν Ὠτικῶν, Ῥινικῶν, Λαρυγγικῶν. Β'. Συντάγματος 2 (πλησίον Ὀμονοίας). Ὥρα 8 π. μ. 3—5 μ. μ. — [1030, 229, 1208, 255]
paragraph: Ἀλλ' ἰδοὺ ὅτι, ἔνεκα τῆς κινήσεως ταύτης, ἡ θύρα ἐγένετο μέσα τῆς πέτρινος δι' ἐπανεκλήσεως τοῦ πλήθους, παρελάσεις τοῦ κλείσεως αἴθους. — [646, 229, 824, 255]
table-row — [1044, 1395, 1524, 1403]
ad-divider — [1222, 490, 1400, 491]
classified-ad[interactable]: Τὸ 'Ἀσθῶ Ν. Γεωργ. τοῦ Στεθίου 30. Ἡ Πλουτία ἀνήκῃ ἔλαδ. εἶδων. εἰδικὰ πρὸς ὅλων τὰς τιμάς. — [1222, 506, 1400, 523]
serial-continuation: (Συνέχεια ἐκ τοῦ χθεσινοῦ) — [507, 463, 579, 471]
paragraph: Ἔξηλθε τοῦ δωματίου τούτου. Ἀλλὰ τελείγια θάλαν καὶ μικρὸν ησυνὸν τὰ ἀποδεῖξῃ με' ἀρχῆς δὲν εἶχεν θὰ καὶ τὰ ἀπὸ ἐδ' ὁ ρεν εἰς τὸ ἐπάβριον μεταξὺ τῆς θύρας τοῦ κατεπιστρίου καὶ ἐλεύτης ἕστις εὐράκετο ἐναντι, ἐκίνευντο δὲ τοῦ ἀρχεοπέπων, ὅπου τοῦ κλειστοῦ δωματίου διὰ τῆς θύρας ταύτης εἰς τὸ κατεπιστήριον νὰ ὁποῖον εἶχεν ἐπισκεφθῇ. Ὅπως λοιπὸν τὴν γένουσαν ἐκείνην τοῦ ἀνοικτοῦ νὰ κάμῃ ἐν θύρᾳ χωρὶς νὰ διαθαίνῃ τὸ κλειστὸν δωμάτιον ἀπὸ κατέλυσεν ἐλευτῆς τοῦ αὐτὸς ἡ τοῦ θύραν αὐτῆς, ἅστις ἡ κλειστοφόρος τοῦ αὐτὸ καὶ λοιπὸν ἐπὶ τῶν δωματίων τούτων τὰ ἑξῆς λέξεις: «Δι' ὁλονύκτιον μου μικρὰ Ῥοδέρτε, σὲ ἐλέγχησα ἐπὶ ἐκείνου μου ἠλίκου διὰ τῶν ἀλλὰ θέλων». — [454, 474, 632, 573]
ad-divider — [1222, 173, 1400, 174]
classified-ad[interactable]: «ςδήπουλος Κ. εἰδικὸς Συφιλιδολόγος, Δερματολόγος ἰατρός. Ὁδὸς Θεμιστοκλέους 3β. Παρατήσεως Διὰς Ἑλληνικὸν Δὲ Ἰατρ. καὶ' ἄλλη τὴν ἡμέραν Πτὸ ἐκτὸς ἐν'. — [1030, 174, 1208, 200]
nestle-line-1: ΑΛΕΥΡΟΝ ΝΕΣΤΛΕ — [1193, 1886, 1284, 1897]
continuation-note: — Ἀκολουθεῖ — [402, 144, 440, 153]
classified-ad[interactable]: Παπαδοπούλου Δ. Σπυρίδων ἰατρὸς εἰδικὸς τῶν ὀφθαλμιῶν. Ὁδὸς Σωκράτους 28. Ἐπισκέψ. 8—11, 2—4, 8—9. — [1222, 145, 1400, 170]
nestle-brand: ΝΕΣΤΛΕ — [1386, 1894, 1435, 2088]
classified-ad[interactable]: Ν. Πετρωτὴς ἰδὼς 'Ἡράκτου 5 Στοάδιο 54 παρκαὶ.Τραπέζης 'Ἀθηνῶν — [1030, 559, 1208, 577]
ad-item: Ὀρθοδοχεῖα ἀκρατησίας — [545, 699, 608, 707]
paragraph: Εἶδεν ἑαυτὸν ψηχαγωγεῖν τὸν ποὺ χωρήσῃ, χωρὶς νὰ τὸν ἐπιλαβῇ τοῦ ὀφθαλμοῦ μέρος τῆς περιστερούσας του. — [68, 324, 246, 341]
ad-item: Σύριγγα αὐτόματα — [545, 692, 593, 700]
classified-ad[interactable]: Ἀμπαθολογικόν 'Ἰνστιτοῦτον Ἀ. Μπάνος-Ἰδιωτικὴ Κλινική.—Μαιευτικὴ καὶ Γυναικολογικὴ καὶ Χειρουργικῆς «Ἐκτενῶν» καὶ νοσημάτων Ἀναλύσεις ἀφροδισίων. Βόλων 7. πλατεῖα ὁμονοίας. 'Ἀριθ. τηλεφ. 279 — [1222, 454, 1400, 488]
ad-advertiser-name: Γ. ΡΕΒΕΛΛΑΚΗ — [501, 627, 585, 640]
schedule-line: ΠΕΜΠΤΗΝ 7 μ.μ. διὰ Λαύριον, Ἀλιβέριον, Κύμην, Σκῦρον, Σκίαθον, Βόλον, Ὀρεούς, Βόλον, Γυργιάν, Λαμίαν. — [459, 892, 627, 918]
column-1 — [68, 76, 246, 1062]
ad-line-2: ΕΛΛΗΝΙΚΗΣ ΑΤΜΟΠΛΟΪΑΣ "ΤΟΤΑ" — [477, 803, 609, 813]
classified-ad[interactable]: Γεωργιάδης Θρ. Γ. Νοσήματα' φύσικον γυναικολογικά, Ἰατρὸς τῶν ὀφθαλμῶν. Ὁδὸς Ἀκαδημίας 78, 3—6 μ. μ. — [1030, 206, 1208, 223]
article-headline-commerce: ΤΟ ΕΜΠΟΡΙΟΝ — [303, 585, 399, 601]
serial-author: ΓΑΣΤΩΝΟΣ ΛΕΡΟΥ — [502, 409, 584, 420]
bank-name: ΤΡΑΠΕΖΑ ΑΘΗΝΩΝ — [1118, 1140, 1450, 1175]
ad-item: Ἐπιελιστῆρες ποδανόν — [459, 699, 518, 707]
ad-line-1: Η ΒΛΕΝΝΟΡΡΟΙΑ — [494, 992, 592, 1005]
ad-divider — [1222, 427, 1400, 428]
banner-number-5: 5 — [1017, 2161, 1037, 2199]
column-5 — [838, 76, 1016, 252]
ad-item: Σπογγιὰ — [545, 713, 566, 721]
ad-product-2: ΣΙΠΠΥΛΛΑΙ 100 ΤΟΙς 100 — [499, 1058, 587, 1066]
classified-ad[interactable]: Ἀθούθης Ἰωάννης Α. Εἰδικ. Νοσήματα αἱμάτων καὶ φύσεις ἀφροδισίων. Ὁδὸς Γης Σεπτεμβρίου 3.δέχεται 9-11 π.μ. 3-5 μ.μ. — [1030, 261, 1208, 286]
bank-telegraph-address: ΤΗΛΕΓΡΑΦΙΚΗ ΔΙΕΥΘΥΝΣΙΣ : ΑΘΗΝΑΙΚΗ — [1196, 1272, 1372, 1283]
paragraph: Ἡ ὑπόκνομα μου γνωρίζεν ἀπὸ τὴν ἑστίαν μου οἶδας, ὡς ἀναλαβών ἐργασίαν, καὶ τὸ εἶνε πύργον αὐτὸν τὸν κατοικούμενον ἀπὸ ἕνα ἀσυχῆ ἄγριον, ἐταιρικόν ὀφείλῃ ἡ ἐν τάδε ἄλλοι γαριτολογίαι καὶ μὴ καθιστῶ τὴν διαμονὴν τοῦ οἴκου μου ἀποτροπαίαν· νὰ μὲ ἐπιτρέψητε ὅσα ἡμπορῶ σημφέροντα δὲ' ἐσέρσῳ βλέπουσι μοι τὰς θηρευτικὰς ἀθλοποιίας μου, Ἑλένη, καὶ... — [68, 371, 246, 429]
ad-telephone: Ἀριθμὸς τηλεφώνου 375 — [511, 770, 575, 778]
news-item: — Χθὲς κάτοικοι τῆς Ν. Ὑόρκης δι' ἀκούσεων τῆς τιμητικὴν φρουρὰν τοῦ Ῥοὺζβελτ, ωστε τὴν πρόφασιν ὅτι ἐν ἀπολῶν πελῶν ἰδιώτας, αὐτὸς τὴν ἀριστοκρατίαν τοῦ νέου Προέδρου Τάφτ θὰ ἐγκαταλίπῃ τὴν Λευκὴν Οἰκίαν καὶ ἐπάνελθε τοῦ πολλοὺς φιλοδοξίας διὰ διευθυνθῇ εἰς Νέαν Ὑόρκην. — [454, 168, 632, 218]
nestle-brand-sub: ΓΑΛΑΚΤΩΔΗΣ ΑΛΕΥΡΟΝ — [1436, 1897, 1451, 2088]
ad-divider — [1222, 292, 1400, 293]
article-subheadline-diamonds: ΠΩΣ ΕΥΡΕΘΗ Ο ΠΡΩΤΟΣ ΑΔΑΜΑΣ — [262, 626, 440, 642]
classified-ad[interactable]: Φωτεινὸς Γ.- Ἰατρὸς - καθηγητὴς τῆς Κλινικῆς τοῦ 'Ἐθν. Ἀφροδισίων καὶ θεραπευτικὸς καὶ τῶν Σχολῆς τῆς Εὐρώπης καὶ τῶν ἐν Γερμανίᾳ καὶ Γαλλίᾳ σπουδάσας. Ὁδὸς Ἀθηνᾶς 7 πλατεῖα ὁμονοίας. 'Ἀριθ. τηλεφ. 270 — [1222, 359, 1400, 393]
ad-item: Ὀφθαλμικὰ — [545, 663, 575, 671]
column-3 — [454, 76, 632, 1132]
news-item: — Ὁ βασιλεὺς τῆς 'Ἀγγλίας Ἐδουάρδος θὰ μεταβῇ μετὰ μίαν ἐδδομάδα εἰς Μπιαρίτς ὅπου θὰ παραμείνῃ δι' συνήθως κατὰ τὴν ἄνοιξιν. — [454, 283, 632, 309]
ad-item: μηχανικά — [459, 670, 483, 678]
ad-divider — [1030, 431, 1208, 432]
news-item: — Ὁ μέγας δοὺξ Νικολάργκης παρετήθη τῆς θέσεως αὐτοῦ ὡς γενικοῦ ἐπιθεωρητοῦ τοῦ μηχανικοῦ τῆς Ῥωσίας. — [454, 330, 632, 348]
paragraph: πράττοντο, ἐννοεῖ τις' ἀστυνομία κτλ. δὲν ὑπῆρχον. Τὸ μέρος ἐκεῖνο ἀνῆκεν εἰς τὸ 'Ἐλεύθερον Κράτος τῆς 'Ὀράγγης' ἀνησυχοῦμε· καὶ πρὸ τῆς ἀποικίαν τοῦ 'Ἀκρωτηρίου (ἐγγλικὴ κτῆσις). Μετὰ τὴν ἀνακάλυψιν τῶν ἀδαμάντων ἡ 'Ἀγγλία τὸ προσεκόλλησεν εἰς τὴν ἰδικὴν της κτῆσιν. Ἀπὸ συμβαίνουν καὶ σήμερον. — [454, 76, 632, 126]
ad-divider — [1222, 451, 1400, 452]
ad-divider — [1030, 289, 1208, 290]
nestle-line-2: ΜΠΑΡΙΝΤΑΙ ΚΑΙ ΠΛΟΥΝ ΑΘΗΝΑΙ — [1169, 1810, 1308, 1820]
ad-item: Μαστοδόχοι — [545, 721, 578, 729]
schedule-line: ΚΥΡΙΑΚΗΝ ὥρᾳ μ. μ. δι' Σῦρον, Τῆνον, Κάρλον, Ἄνδρον. — [459, 823, 627, 840]
paragraph: Ὁ Σισὶλ Ῥόδης ὁ πανούργος Πρωθυπουργὸς τῆς Ἀποικίας τοῦ Ἀκρωτηρίου, μετανοστατεύεις εἰς τὴν βίλλαν αὐτοῦ πρὸ τινων μόλις ἐτῶν, ἡ ἐπισκοριδῆς Πελλειάδων τῆς Ν. Ἀφρικῆς καὶ εἰς τὸν ἀπολὺν καὶ βρεῖν ὁ ἀδάμας καὶ ἡ προσδηγήμεις τοῦ πλούτου, ἡ ἱστορία τῆς τὰς πρεττανικὰ εἶσι ὁ συμφυείσας ἱστορίαν ἑταιρῶν καὶ συνολικὸν τὸν πράσσον τὴν ἐγκατεαλλίσεως καὶ ἑκατόν· τοῦ ἀσθεν ὁ ἑκάστην νομοκούμενος, ἀδιαφέρει. — [262, 645, 440, 711]
ads-category-shoemakers: Ὑποδηματοποιεῖα — [1272, 494, 1350, 505]
ad-divider — [1030, 257, 1208, 258]
ad-item: Πιπίλαι, Σιαστικαὶ — [459, 706, 507, 714]
rate-value: 4 0|0 — [1508, 1404, 1522, 1413]
ad-divider — [1030, 376, 1208, 377]
bank-branches-label: ΥΠΟΚΑΤΑΣΤΗΜΑΤΑ — [1042, 1251, 1123, 1262]
ad-divider — [1030, 321, 1208, 322]
ad-item: Σανδάλια ὀρθοπεδικὰ — [545, 685, 601, 693]
small-ads-title: ΜΙΚΡΑΙ ΑΓΓΕΛΙΑΙ — [1141, 76, 1427, 108]
classified-ad[interactable]: Παστὸς Β. Μαιευτὴρ-Γυναικολόγος Ἰατρὸς ἔκτος 5 ἕτη βοηθὸς τῆς Μαιευτικο-Γυναικολογικῆς κλινικῆς τοῦ Πανεπιστημίου τῆς Βιέννης. Δέχεται 9-11 π. μ. (ἐν Πειραιεῖ ἔναντι Δ. Θεάτρου). — [1222, 177, 1400, 210]
paragraph: Ἡ κλίνη, ἐπροκάλεσε περισσότερον τῶν ἄλλων τὴν προσοχὴν τοῦ Ῥοδέρτου Πατνὰλ καὶ ἀλλαχοῦ, κυρίως δὲ ὁ μελαγχολικός, διότι διὰ τοῦ ἐλαφροῦ ἦν τὸ ἐγκαταλιμπάνων εἰς τὴν εὐθύμησιν τῆς ἀλλοιώσεως καὶ τῶν χωρισμῶν. — [838, 76, 1016, 109]
ad-divider — [1030, 407, 1208, 408]
paragraph: Εἰς τὸ δωμάτιον αὐτὸ ἄλλως τε, δὲν ἤν κανεὶς 'Ὁ Ῥοδέρτος ἤγγισε μὲ ἄπραν σάθραν ἀπηπειρίσθη ἐπὶ τοῦ κρέ μου. Ἐπὶ τὸ δωμάτιον αὐτὸ ἦτο κλειστόν· μόλις χάρισαι ἦσαν ἐπ' αὐτοῦ. Ἐντὸς τοῦ μεγάνου Θερίζω,ἔσπερε καὶ ὑπολείπων μὲ ἤσκησαν τῶν ἐν' ὑπὸ μέρος τῆς πλοίας θέρμαν ἅστε νὰ τὸ πιστεύσῃ τις πᾶν θέλων πρὸ τὸ ἐκεῖνος θὰ ἔμενεν ἄλλοτε τῆς ὑποβλητικῶν καλῶν. — [646, 169, 824, 227]
paragraph: Ὁ «Χρόνος» τῶν Παρισίων ἐγολιάζει ὡς ἑξῆς τὸν Ἀγγλικὸν Βασιλικὸν λόγον· — [68, 687, 246, 705]
page-folio: 6 — [78, 34, 90, 56]
bank-capital-amount: ΔΡ. 50,000,000 — [1187, 1194, 1381, 1216]
bank-capital-label: ΚΕΦΑΛΑΙΟΝ ΚΑΤΑΒΕΒΛΗΜΕΝΟΝ ΕΙΣ ΜΕΤΟΧΑΣ ΚΑΙ ΑΠΟΘΕΜΑΤΙΚΩΝ — [1093, 1179, 1474, 1191]
bottom-rule — [62, 2148, 1538, 2150]
column-4 — [646, 76, 824, 257]
bank-rates-table — [1042, 1383, 1526, 1425]
paragraph: Τὴν κλίνη δὲν ἦγεν ἡ ἐπίσκεψις μου καὶ ἀνεγνώριζεν τοῦ δωματίου. Τὸ ἐν. ἡγόρευταν προσκεφαλαίου, ἐφαίνετο ἀνοιχτὸν ἀκόμα, μετὰ τάσα ἔτη, τὴν νεκρὸν λόγῳ ἅπας εὐνέθησε ἀποκτασίαν ἐν' αὐτοῦ. Ὁ Ῥοδέρτος ἐπαιλὰν ἐνώπιον τῆς κλίνης τούτων συγχρόνων· ἔθετε νὰ ἀνέσῃ τὰ πλευρὰ τὸν λαιμόν τοῦ ἀπὸ τὴν πνιγμονήν. — [838, 111, 1016, 161]
paragraph: » Ἡπεῖτα καὶ ἂν ἀκόμη ἀναγνωρίσωμεν ὅτι εἶνε ἀδύνατον νὰ ... μὴ ὑπαρξῆμεν εἰς αὐτὰς, δὲν ἐπρεπειεν' ἐν ὀρθῷ νὰ θαρρος νὰ ἀκεφημεν τὰς ἀποφάσεις τὰς ὁποίας μᾶς ἐπιβάλλουν. — [68, 167, 246, 200]
ad-item: Ἐλλειπτικαὶ — [545, 677, 577, 685]
ad-item: Ὕδωρ κολώνια — [459, 649, 500, 657]
article-subheadline: ΠΩΣ ΚΡΙΝΕΤΑΙ ΕΝ ΓΑΛΛΙΑ — [68, 623, 246, 639]
paragraph: — Ἡμέρας, Ἑλένη, ἀπαῖδε ἑφεῖδαν, ὅτι ἐκ' ἔσονς καὶ πλέον εἶχον νὰ ὑποστῶ οἰκιακὰς βασάνους ἐκ τῶν ποικιλωτέρων. — [68, 343, 246, 369]
ad-item: Λοχεῖον — [459, 713, 481, 721]
